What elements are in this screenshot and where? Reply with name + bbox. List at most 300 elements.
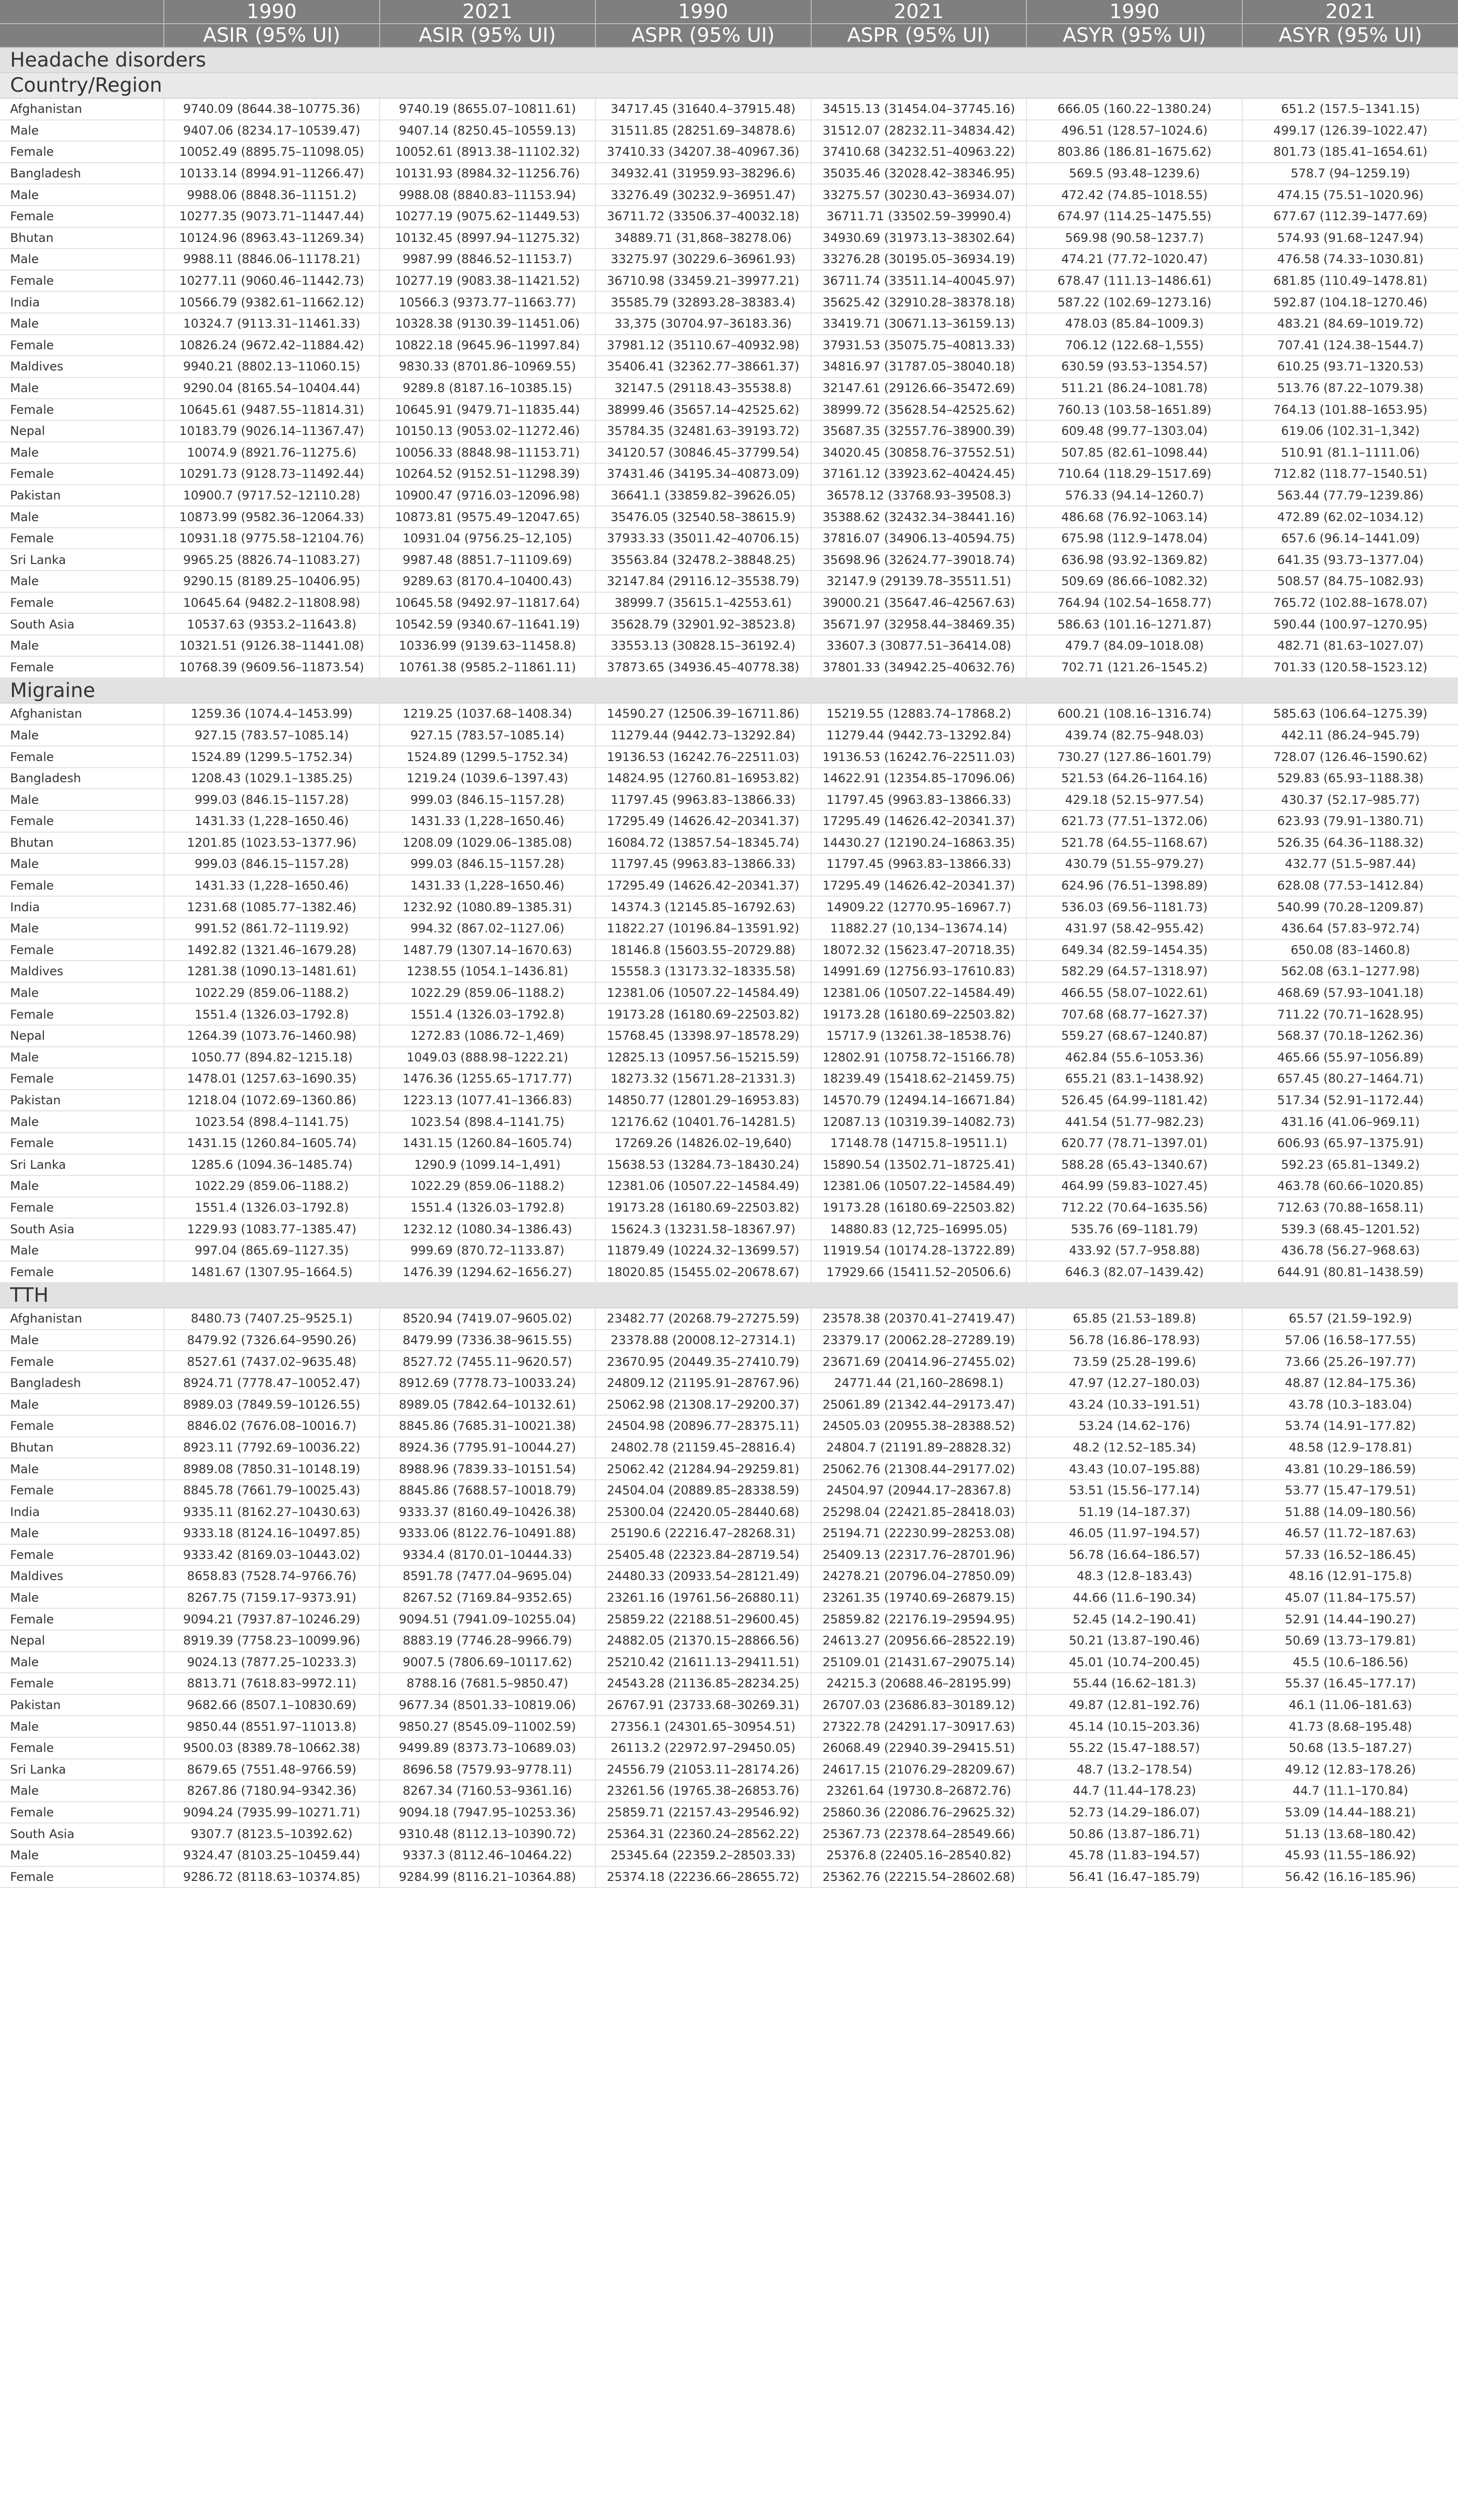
value-cell: 760.13 (103.58–1651.89) [1026,399,1242,420]
row-label-cell: Bangladesh [0,1372,164,1394]
value-cell: 34930.69 (31973.13–38302.64) [811,227,1027,249]
value-cell: 14622.91 (12354.85–17096.06) [811,768,1027,789]
value-cell: 9284.99 (8116.21–10364.88) [380,1866,595,1888]
value-cell: 1259.36 (1074.4–1453.99) [164,703,380,725]
value-cell: 53.51 (15.56–177.14) [1026,1480,1242,1501]
value-cell: 10873.81 (9575.49–12047.65) [380,506,595,528]
value-cell: 34816.97 (31787.05–38040.18) [811,356,1027,377]
table-row [0,506,1458,528]
table-row [0,1197,1458,1219]
value-cell: 25409.13 (22317.76–28701.96) [811,1544,1027,1566]
value-cell: 24556.79 (21053.11–28174.26) [595,1759,811,1781]
value-cell: 521.53 (64.26–1164.16) [1026,768,1242,789]
value-cell: 14909.22 (12770.95–16967.7) [811,896,1027,918]
subsection-header-row [0,73,1458,98]
value-cell: 710.64 (118.29–1517.69) [1026,463,1242,485]
value-cell: 606.93 (65.97–1375.91) [1242,1132,1458,1154]
value-cell: 1524.89 (1299.5–1752.34) [164,746,380,768]
table-row [0,463,1458,485]
table-row [0,918,1458,939]
value-cell: 465.66 (55.97–1056.89) [1242,1047,1458,1068]
table-row [0,184,1458,206]
value-cell: 11797.45 (9963.83–13866.33) [595,853,811,875]
value-cell: 37431.46 (34195.34–40873.09) [595,463,811,485]
value-cell: 36711.72 (33506.37–40032.18) [595,206,811,227]
value-cell: 25109.01 (21431.67–29075.14) [811,1652,1027,1673]
value-cell: 10277.19 (9075.62–11449.53) [380,206,595,227]
table-row [0,939,1458,961]
value-cell: 41.73 (8.68–195.48) [1242,1716,1458,1737]
value-cell: 10074.9 (8921.76–11275.6) [164,442,380,464]
value-cell: 8267.34 (7160.53–9361.16) [380,1780,595,1802]
value-cell: 35563.84 (32478.2–38848.25) [595,549,811,571]
value-cell: 35628.79 (32901.92–38523.8) [595,613,811,635]
value-cell: 33276.49 (30232.9–36951.47) [595,184,811,206]
section-title: Migraine [0,678,1458,703]
value-cell: 10931.18 (9775.58–12104.76) [164,528,380,549]
value-cell: 36711.74 (33511.14–40045.97) [811,270,1027,292]
value-cell: 52.91 (14.44–190.27) [1242,1608,1458,1630]
value-cell: 48.16 (12.91–175.8) [1242,1565,1458,1587]
value-cell: 37933.33 (35011.42–40706.15) [595,528,811,549]
table-row [0,1261,1458,1283]
value-cell: 678.47 (111.13–1486.61) [1026,270,1242,292]
section-header-row [0,1283,1458,1308]
value-cell: 1478.01 (1257.63–1690.35) [164,1068,380,1090]
value-cell: 14824.95 (12760.81–16953.82) [595,768,811,789]
value-cell: 10900.7 (9717.52–12110.28) [164,485,380,507]
value-cell: 636.98 (93.92–1369.82) [1026,549,1242,571]
value-cell: 507.85 (82.61–1098.44) [1026,442,1242,464]
table-row [0,356,1458,377]
value-cell: 73.66 (25.26–197.77) [1242,1351,1458,1372]
value-cell: 26707.03 (23686.83–30189.12) [811,1694,1027,1716]
row-label-cell: South Asia [0,1823,164,1845]
value-cell: 11919.54 (10174.28–13722.89) [811,1240,1027,1262]
value-cell: 559.27 (68.67–1240.87) [1026,1025,1242,1047]
table-row [0,98,1458,120]
metric-header: ASYR (95% UI) [1242,24,1458,47]
value-cell: 1231.68 (1085.77–1382.46) [164,896,380,918]
value-cell: 34889.71 (31,868–38278.06) [595,227,811,249]
value-cell: 9337.3 (8112.46–10464.22) [380,1845,595,1866]
value-cell: 9740.19 (8655.07–10811.61) [380,98,595,120]
value-cell: 8479.92 (7326.64–9590.26) [164,1330,380,1351]
value-cell: 517.34 (52.91–1172.44) [1242,1090,1458,1111]
value-cell: 1219.24 (1039.6–1397.43) [380,768,595,789]
row-label-cell: Female [0,141,164,163]
year-header-row [0,0,1458,24]
row-label-cell: Male [0,571,164,592]
value-cell: 48.2 (12.52–185.34) [1026,1437,1242,1459]
value-cell: 23261.35 (19740.69–26879.15) [811,1587,1027,1609]
value-cell: 33607.3 (30877.51–36414.08) [811,635,1027,657]
value-cell: 1524.89 (1299.5–1752.34) [380,746,595,768]
value-cell: 592.23 (65.81–1349.2) [1242,1154,1458,1176]
value-cell: 57.06 (16.58–177.55) [1242,1330,1458,1351]
value-cell: 14570.79 (12494.14–16671.84) [811,1090,1027,1111]
value-cell: 430.37 (52.17–985.77) [1242,789,1458,810]
table-row [0,163,1458,184]
value-cell: 10056.33 (8848.98–11153.71) [380,442,595,464]
value-cell: 23671.69 (20414.96–27455.02) [811,1351,1027,1372]
value-cell: 31511.85 (28251.69–34878.6) [595,120,811,142]
value-cell: 8845.78 (7661.79–10025.43) [164,1480,380,1501]
value-cell: 10822.18 (9645.96–11997.84) [380,335,595,356]
value-cell: 12802.91 (10758.72–15166.78) [811,1047,1027,1068]
value-cell: 509.69 (86.66–1082.32) [1026,571,1242,592]
row-label-cell: Male [0,789,164,810]
row-label-cell: Male [0,1240,164,1262]
value-cell: 9007.5 (7806.69–10117.62) [380,1652,595,1673]
value-cell: 35687.35 (32557.76–38900.39) [811,420,1027,442]
value-cell: 10183.79 (9026.14–11367.47) [164,420,380,442]
value-cell: 9333.42 (8169.03–10443.02) [164,1544,380,1566]
value-cell: 46.57 (11.72–187.63) [1242,1523,1458,1544]
table-row [0,592,1458,614]
value-cell: 999.03 (846.15–1157.28) [164,789,380,810]
value-cell: 23261.16 (19761.56–26880.11) [595,1587,811,1609]
value-cell: 8924.71 (7778.47–10052.47) [164,1372,380,1394]
row-label-cell: Nepal [0,1630,164,1652]
row-label-cell: Male [0,1175,164,1197]
value-cell: 33419.71 (30671.13–36159.13) [811,313,1027,335]
value-cell: 34932.41 (31959.93–38296.6) [595,163,811,184]
table-row [0,1694,1458,1716]
value-cell: 32147.5 (29118.43–35538.8) [595,377,811,399]
table-row [0,1003,1458,1025]
value-cell: 431.16 (41.06–969.11) [1242,1111,1458,1132]
value-cell: 19173.28 (16180.69–22503.82) [595,1197,811,1219]
value-cell: 19136.53 (16242.76–22511.03) [595,746,811,768]
value-cell: 540.99 (70.28–1209.87) [1242,896,1458,918]
value-cell: 675.98 (112.9–1478.04) [1026,528,1242,549]
value-cell: 8267.52 (7169.84–9352.65) [380,1587,595,1609]
row-label-cell: India [0,1501,164,1523]
value-cell: 478.03 (85.84–1009.3) [1026,313,1242,335]
value-cell: 9324.47 (8103.25–10459.44) [164,1845,380,1866]
value-cell: 10291.73 (9128.73–11492.44) [164,463,380,485]
value-cell: 10542.59 (9340.67–11641.19) [380,613,595,635]
value-cell: 18072.32 (15623.47–20718.35) [811,939,1027,961]
row-label-cell: Female [0,592,164,614]
value-cell: 53.77 (15.47–179.51) [1242,1480,1458,1501]
value-cell: 17929.66 (15411.52–20506.6) [811,1261,1027,1283]
table-row [0,1437,1458,1459]
value-cell: 14374.3 (12145.85–16792.63) [595,896,811,918]
value-cell: 439.74 (82.75–948.03) [1026,725,1242,746]
value-cell: 621.73 (77.51–1372.06) [1026,810,1242,832]
value-cell: 11797.45 (9963.83–13866.33) [811,853,1027,875]
value-cell: 19173.28 (16180.69–22503.82) [811,1003,1027,1025]
value-cell: 562.08 (63.1–1277.98) [1242,961,1458,982]
value-cell: 34717.45 (31640.4–37915.48) [595,98,811,120]
value-cell: 1232.92 (1080.89–1385.31) [380,896,595,918]
row-label-cell: Bhutan [0,832,164,854]
row-label-cell: Female [0,1544,164,1566]
value-cell: 8989.08 (7850.31–10148.19) [164,1458,380,1480]
value-cell: 8696.58 (7579.93–9778.11) [380,1759,595,1781]
value-cell: 45.07 (11.84–175.57) [1242,1587,1458,1609]
row-label-cell: Afghanistan [0,703,164,725]
value-cell: 25210.42 (21611.13–29411.51) [595,1652,811,1673]
value-cell: 11822.27 (10196.84–13591.92) [595,918,811,939]
row-label-cell: Bhutan [0,1437,164,1459]
value-cell: 16084.72 (13857.54–18345.74) [595,832,811,854]
row-label-cell: Maldives [0,1565,164,1587]
table-row [0,982,1458,1004]
value-cell: 25190.6 (22216.47–28268.31) [595,1523,811,1544]
value-cell: 37873.65 (34936.45–40778.38) [595,656,811,678]
row-label-cell: Female [0,1802,164,1823]
value-cell: 23482.77 (20268.79–27275.59) [595,1308,811,1330]
row-label-cell: Female [0,528,164,549]
value-cell: 9335.11 (8162.27–10430.63) [164,1501,380,1523]
value-cell: 9850.44 (8551.97–11013.8) [164,1716,380,1737]
value-cell: 14991.69 (12756.93–17610.83) [811,961,1027,982]
table-row [0,961,1458,982]
value-cell: 511.21 (86.24–1081.78) [1026,377,1242,399]
value-cell: 1229.93 (1083.77–1385.47) [164,1218,380,1240]
value-cell: 50.21 (13.87–190.46) [1026,1630,1242,1652]
value-cell: 650.08 (83–1460.8) [1242,939,1458,961]
value-cell: 18239.49 (15418.62–21459.75) [811,1068,1027,1090]
row-label-cell: Female [0,1415,164,1437]
value-cell: 43.81 (10.29–186.59) [1242,1458,1458,1480]
value-cell: 24504.98 (20896.77–28375.11) [595,1415,811,1437]
value-cell: 430.79 (51.55–979.27) [1026,853,1242,875]
value-cell: 9333.37 (8160.49–10426.38) [380,1501,595,1523]
row-label-cell: Female [0,335,164,356]
row-label-cell: Female [0,1608,164,1630]
table-row [0,1673,1458,1694]
value-cell: 24504.97 (20944.17–28367.8) [811,1480,1027,1501]
value-cell: 9988.06 (8848.36–11151.2) [164,184,380,206]
row-label-cell: Male [0,377,164,399]
value-cell: 539.3 (68.45–1201.52) [1242,1218,1458,1240]
table-row [0,1394,1458,1415]
value-cell: 586.63 (101.16–1271.87) [1026,613,1242,635]
value-cell: 38999.46 (35657.14–42525.62) [595,399,811,420]
table-row [0,1716,1458,1737]
value-cell: 578.7 (94–1259.19) [1242,163,1458,184]
value-cell: 8989.03 (7849.59–10126.55) [164,1394,380,1415]
value-cell: 644.91 (80.81–1438.59) [1242,1261,1458,1283]
value-cell: 34020.45 (30858.76–37552.51) [811,442,1027,464]
row-label-cell: Male [0,1047,164,1068]
value-cell: 24771.44 (21,160–28698.1) [811,1372,1027,1394]
value-cell: 26767.91 (23733.68–30269.31) [595,1694,811,1716]
value-cell: 529.83 (65.93–1188.38) [1242,768,1458,789]
value-cell: 53.09 (14.44–188.21) [1242,1802,1458,1823]
value-cell: 499.17 (126.39–1022.47) [1242,120,1458,142]
value-cell: 34515.13 (31454.04–37745.16) [811,98,1027,120]
row-label-cell: Female [0,1132,164,1154]
value-cell: 468.69 (57.93–1041.18) [1242,982,1458,1004]
value-cell: 31512.07 (28232.11–34834.42) [811,120,1027,142]
value-cell: 48.7 (13.2–178.54) [1026,1759,1242,1781]
table-row [0,703,1458,725]
value-cell: 610.25 (93.71–1320.53) [1242,356,1458,377]
row-label-cell: Female [0,810,164,832]
value-cell: 628.08 (77.53–1412.84) [1242,875,1458,897]
value-cell: 927.15 (783.57–1085.14) [380,725,595,746]
row-label-cell: Female [0,1197,164,1219]
value-cell: 681.85 (110.49–1478.81) [1242,270,1458,292]
value-cell: 25362.76 (22215.54–28602.68) [811,1866,1027,1888]
table-row [0,120,1458,142]
value-cell: 37801.33 (34942.25–40632.76) [811,656,1027,678]
value-cell: 25859.82 (22176.19–29594.95) [811,1608,1027,1630]
table-row [0,1845,1458,1866]
value-cell: 9024.13 (7877.25–10233.3) [164,1652,380,1673]
value-cell: 8845.86 (7685.31–10021.38) [380,1415,595,1437]
value-cell: 39000.21 (35647.46–42567.63) [811,592,1027,614]
value-cell: 33276.28 (30195.05–36934.19) [811,248,1027,270]
value-cell: 43.43 (10.07–195.88) [1026,1458,1242,1480]
value-cell: 49.87 (12.81–192.76) [1026,1694,1242,1716]
value-cell: 33275.57 (30230.43–36934.07) [811,184,1027,206]
table-row [0,1458,1458,1480]
value-cell: 10264.52 (9152.51–11298.39) [380,463,595,485]
value-cell: 44.7 (11.44–178.23) [1026,1780,1242,1802]
value-cell: 433.92 (57.7–958.88) [1026,1240,1242,1262]
value-cell: 47.97 (12.27–180.03) [1026,1372,1242,1394]
value-cell: 50.69 (13.73–179.81) [1242,1630,1458,1652]
value-cell: 8924.36 (7795.91–10044.27) [380,1437,595,1459]
year-header: 2021 [811,0,1027,24]
value-cell: 17295.49 (14626.42–20341.37) [595,810,811,832]
value-cell: 14430.27 (12190.24–16863.35) [811,832,1027,854]
table-row [0,227,1458,249]
table-row [0,1330,1458,1351]
value-cell: 585.63 (106.64–1275.39) [1242,703,1458,725]
table-row [0,1780,1458,1802]
value-cell: 994.32 (867.02–1127.06) [380,918,595,939]
value-cell: 36710.98 (33459.21–39977.21) [595,270,811,292]
row-label-cell: Male [0,184,164,206]
value-cell: 464.99 (59.83–1027.45) [1026,1175,1242,1197]
section-header-row [0,678,1458,703]
year-header: 1990 [1026,0,1242,24]
value-cell: 429.18 (52.15–977.54) [1026,789,1242,810]
year-header: 1990 [164,0,380,24]
value-cell: 23379.17 (20062.28–27289.19) [811,1330,1027,1351]
value-cell: 9940.21 (8802.13–11060.15) [164,356,380,377]
value-cell: 8923.11 (7792.69–10036.22) [164,1437,380,1459]
row-label-cell: Male [0,248,164,270]
value-cell: 9987.48 (8851.7–11109.69) [380,549,595,571]
value-cell: 657.6 (96.14–1441.09) [1242,528,1458,549]
value-cell: 10645.64 (9482.2–11808.98) [164,592,380,614]
value-cell: 1487.79 (1307.14–1670.63) [380,939,595,961]
value-cell: 592.87 (104.18–1270.46) [1242,291,1458,313]
value-cell: 1022.29 (859.06–1188.2) [164,1175,380,1197]
value-cell: 8679.65 (7551.48–9766.59) [164,1759,380,1781]
row-label-cell: Female [0,939,164,961]
value-cell: 486.68 (76.92–1063.14) [1026,506,1242,528]
table-row [0,768,1458,789]
table-row [0,1652,1458,1673]
table-row [0,1351,1458,1372]
value-cell: 55.44 (16.62–181.3) [1026,1673,1242,1694]
value-cell: 472.89 (62.02–1034.12) [1242,506,1458,528]
value-cell: 1022.29 (859.06–1188.2) [164,982,380,1004]
value-cell: 12381.06 (10507.22–14584.49) [811,982,1027,1004]
row-label-cell: Male [0,506,164,528]
value-cell: 24809.12 (21195.91–28767.96) [595,1372,811,1394]
value-cell: 27322.78 (24291.17–30917.63) [811,1716,1027,1737]
value-cell: 10336.99 (9139.63–11458.8) [380,635,595,657]
value-cell: 50.68 (13.5–187.27) [1242,1737,1458,1759]
value-cell: 36641.1 (33859.82–39626.05) [595,485,811,507]
value-cell: 8480.73 (7407.25–9525.1) [164,1308,380,1330]
table-row [0,1132,1458,1154]
value-cell: 9740.09 (8644.38–10775.36) [164,98,380,120]
value-cell: 1050.77 (894.82–1215.18) [164,1047,380,1068]
value-cell: 463.78 (60.66–1020.85) [1242,1175,1458,1197]
value-cell: 25062.98 (21308.17–29200.37) [595,1394,811,1415]
value-cell: 1223.13 (1077.41–1366.83) [380,1090,595,1111]
value-cell: 728.07 (126.46–1590.62) [1242,746,1458,768]
value-cell: 24882.05 (21370.15–28866.56) [595,1630,811,1652]
table-row [0,1415,1458,1437]
table-row [0,420,1458,442]
value-cell: 9094.18 (7947.95–10253.36) [380,1802,595,1823]
row-label-cell: Female [0,1351,164,1372]
value-cell: 9407.06 (8234.17–10539.47) [164,120,380,142]
value-cell: 10645.58 (9492.97–11817.64) [380,592,595,614]
value-cell: 24617.15 (21076.29–28209.67) [811,1759,1027,1781]
table-row [0,399,1458,420]
value-cell: 65.57 (21.59–192.9) [1242,1308,1458,1330]
value-cell: 56.78 (16.64–186.57) [1026,1544,1242,1566]
value-cell: 11279.44 (9442.73–13292.84) [595,725,811,746]
value-cell: 630.59 (93.53–1354.57) [1026,356,1242,377]
value-cell: 582.29 (64.57–1318.97) [1026,961,1242,982]
value-cell: 24543.28 (21136.85–28234.25) [595,1673,811,1694]
table-row [0,335,1458,356]
row-label-cell: Female [0,746,164,768]
table-row [0,313,1458,335]
value-cell: 927.15 (783.57–1085.14) [164,725,380,746]
row-label-cell: Male [0,1330,164,1351]
table-row [0,1090,1458,1111]
value-cell: 1218.04 (1072.69–1360.86) [164,1090,380,1111]
row-label-cell: Male [0,725,164,746]
value-cell: 649.34 (82.59–1454.35) [1026,939,1242,961]
row-label-cell: Afghanistan [0,1308,164,1330]
row-label-cell: Male [0,1780,164,1802]
table-row [0,1240,1458,1262]
row-label-cell: Maldives [0,356,164,377]
value-cell: 25345.64 (22359.2–28503.33) [595,1845,811,1866]
section-header-row [0,47,1458,73]
table-row [0,206,1458,227]
value-cell: 56.42 (16.16–185.96) [1242,1866,1458,1888]
value-cell: 9987.99 (8846.52–11153.7) [380,248,595,270]
table-row [0,1047,1458,1068]
value-cell: 712.22 (70.64–1635.56) [1026,1197,1242,1219]
value-cell: 623.93 (79.91–1380.71) [1242,810,1458,832]
value-cell: 52.73 (14.29–186.07) [1026,1802,1242,1823]
value-cell: 51.19 (14–187.37) [1026,1501,1242,1523]
value-cell: 35388.62 (32432.34–38441.16) [811,506,1027,528]
row-label-cell: Female [0,206,164,227]
value-cell: 32147.9 (29139.78–35511.51) [811,571,1027,592]
row-label-cell: Female [0,1480,164,1501]
value-cell: 764.13 (101.88–1653.95) [1242,399,1458,420]
